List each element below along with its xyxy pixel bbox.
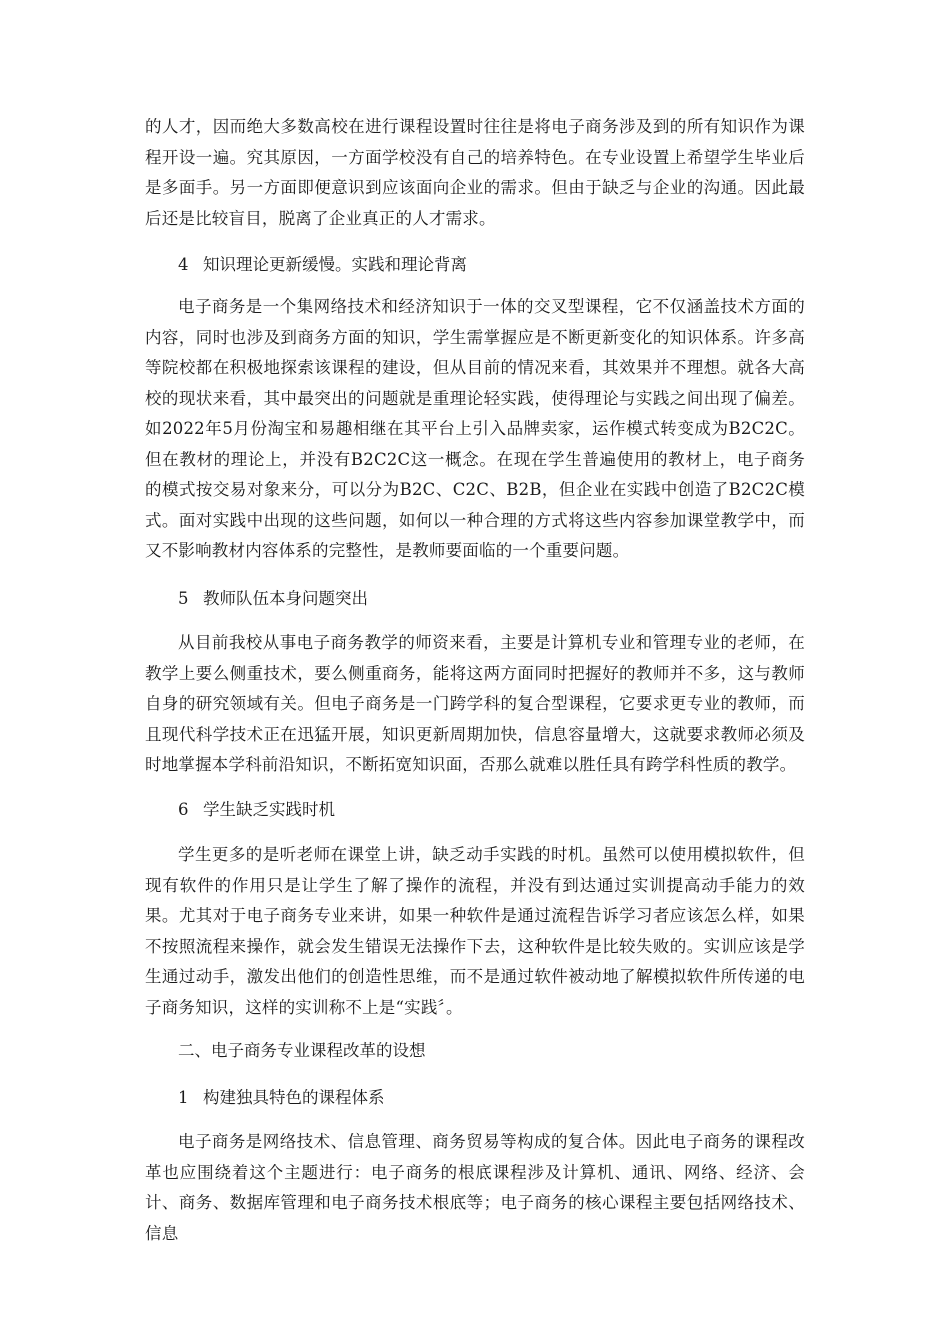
paragraph-curriculum: 电子商务是网络技术、信息管理、商务贸易等构成的复合体。因此电子商务的课程改革也应围绕着这个主题进行：电子商务的根底课程涉及计算机、通讯、网络、经济、会计、商务、数据库管理和电子商务技术根底等；电子商务的核心课程主要包括网络技术、信息	[145, 1132, 805, 1243]
paragraph-teachers: 从目前我校从事电子商务教学的师资来看，主要是计算机专业和管理专业的老师，在教学上要么侧重技术，要么侧重商务，能将这两方面同时把握好的教师并不多，这与教师自身的研究领域有关。但电子商务是一门跨学科的复合型课程，它要求更专业的教师，而且现代科学技术正在迅猛开展，知识更新周期加快，信息容量增大，这就要求教师必须及时地掌握本学科前沿知识，不断拓宽知识面，否那么就难以胜任具有跨学科性质的教学。	[145, 633, 805, 774]
heading-4	[178, 250, 467, 280]
heading-6	[178, 795, 335, 825]
heading-number: 5	[178, 589, 189, 608]
heading-text: 学生缺乏实践时机	[203, 800, 335, 819]
heading-number: 1	[178, 1088, 189, 1107]
heading-5	[178, 584, 368, 614]
heading-number: 6	[178, 800, 189, 819]
heading-1	[178, 1083, 385, 1113]
section-heading-2: 二、电子商务专业课程改革的设想	[178, 1041, 426, 1060]
heading-text: 教师队伍本身问题突出	[203, 589, 368, 608]
paragraph-talent-needs: 的人才，因而绝大多数高校在进行课程设置时往往是将电子商务涉及到的所有知识作为课程开设一遍。究其原因，一方面学校没有自己的培养特色。在专业设置上希望学生毕业后是多面手。另一方面即便意识到应该面向企业的需求。但由于缺乏与企业的沟通。因此最后还是比较盲目，脱离了企业真正的人才需求。	[145, 117, 805, 228]
heading-text: 构建独具特色的课程体系	[203, 1088, 385, 1107]
paragraph-theory-practice: 电子商务是一个集网络技术和经济知识于一体的交叉型课程，它不仅涵盖技术方面的内容，同时也涉及到商务方面的知识，学生需掌握应是不断更新变化的知识体系。许多高等院校都在积极地探索该课程的建设，但从目前的情况来看，其效果并不理想。就各大高校的现状来看，其中最突出的问题就是重理论轻实践，使得理论与实践之间出现了偏差。如2022年5月份淘宝和易趣相继在其平台上引入品牌卖家，运作模式转变成为B2C2C。但在教材的理论上，并没有B2C2C这一概念。在现在学生普遍使用的教材上，电子商务的模式按交易对象来分，可以分为B2C、C2C、B2B，但企业在实践中创造了B2C2C模式。面对实践中出现的这些问题，如何以一种合理的方式将这些内容参加课堂教学中，而又不影响教材内容体系的完整性，是教师要面临的一个重要问题。	[145, 297, 805, 560]
paragraph-practice-opportunity: 学生更多的是听老师在课堂上讲，缺乏动手实践的时机。虽然可以使用模拟软件，但现有软件的作用只是让学生了解了操作的流程，并没有到达通过实训提高动手能力的效果。尤其对于电子商务专业来讲，如果一种软件是通过流程告诉学习者应该怎么样，如果不按照流程来操作，就会发生错误无法操作下去，这种软件是比较失败的。实训应该是学生通过动手，激发出他们的创造性思维，而不是通过软件被动地了解模拟软件所传递的电子商务知识，这样的实训称不上是“实践〞。	[145, 845, 805, 1017]
heading-number: 4	[178, 255, 189, 274]
heading-text: 知识理论更新缓慢。实践和理论背离	[203, 255, 467, 274]
